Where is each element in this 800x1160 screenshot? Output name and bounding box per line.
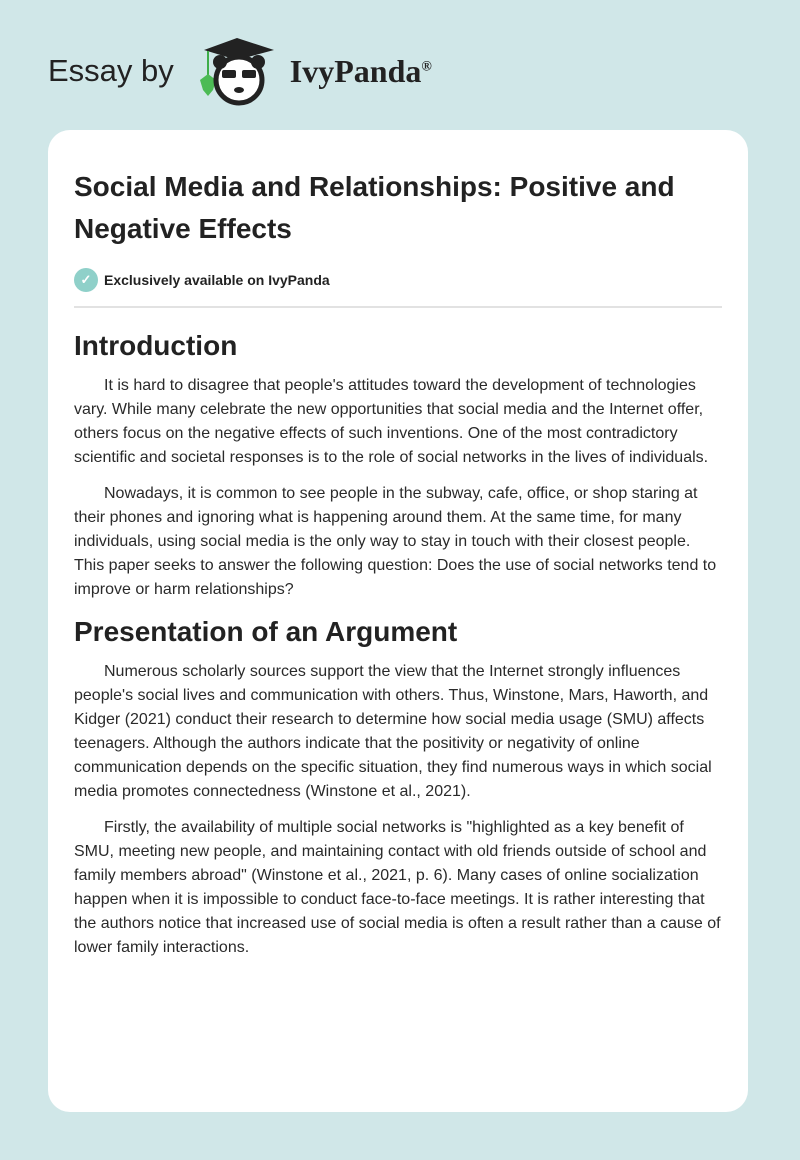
panda-logo-icon[interactable]: [194, 36, 280, 106]
section-heading: Introduction: [74, 330, 238, 361]
exclusive-label: Exclusively available on IvyPanda: [104, 272, 330, 288]
exclusive-badge: [74, 268, 722, 292]
paragraph: It is hard to disagree that people's attitudes toward the development of technologies vary. While many celebrate the new opportunities that social media and the Internet offer, others focus on the negative effects of such inventions. One of the most contradictory scientific and societal responses is to the role of social networks in the lives of individuals.: [74, 377, 709, 466]
brand-name[interactable]: IvyPanda®: [289, 52, 432, 89]
paragraph: Numerous scholarly sources support the view that the Internet strongly influences people's social lives and communication with others. Thus, Winstone, Mars, Haworth, and Kidger (2021) conduct their research to determine how social media usage (SMU) affects teenagers. Although the authors indicate that the positivity or negativity of online communication depends on the specific situation, they find numerous ways in which social media promotes connectedness (Winstone et al., 2021).: [74, 663, 712, 800]
divider: [74, 306, 722, 308]
site-header: [48, 36, 432, 106]
essay-card: [48, 130, 748, 1112]
essay-title: Social Media and Relationships: Positive and Negative Effects: [74, 171, 675, 244]
section-heading: Presentation of an Argument: [74, 616, 458, 647]
check-icon: ✓: [74, 268, 98, 292]
essay-by-label: Essay by: [48, 53, 174, 88]
paragraph: Nowadays, it is common to see people in the subway, cafe, office, or shop staring at their phones and ignoring what is happening around them. At the same time, for many individuals, using social media is the only way to stay in touch with their closest people. This paper seeks to answer the following question: Does the use of social networks tend to improve or harm relationships?: [74, 485, 717, 598]
paragraph: Firstly, the availability of multiple social networks is "highlighted as a key benefit of SMU, meeting new people, and maintaining contact with old friends outside of school and family members abroad" (Winstone et al., 2021, p. 6). Many cases of online socialization happen when it is impossible to conduct face-to-face meetings. It is rather interesting that the authors notice that increased use of social media is often a result rather than a cause of lower family interactions.: [74, 819, 721, 956]
